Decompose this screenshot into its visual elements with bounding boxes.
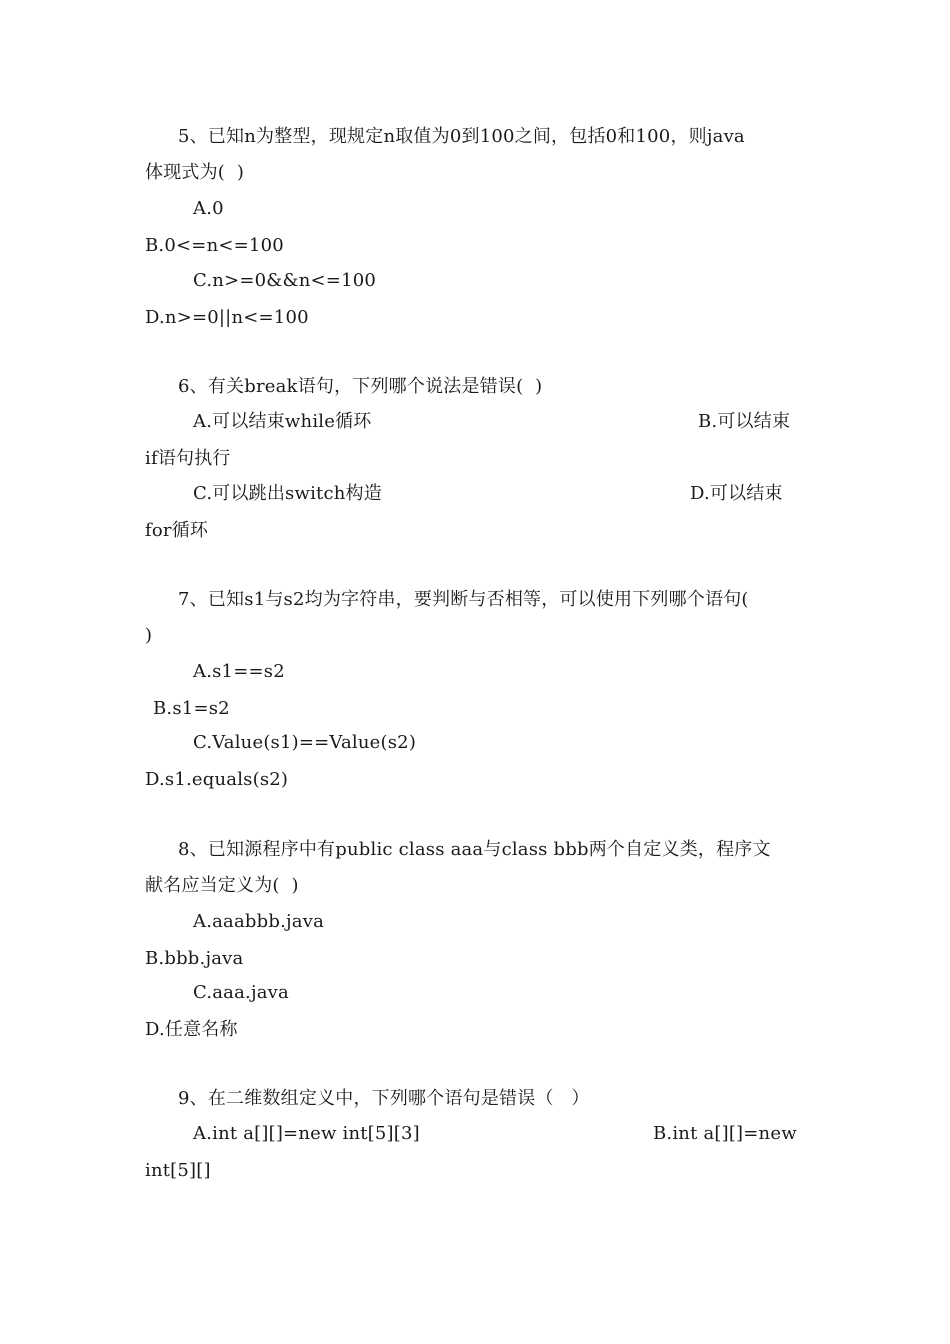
question-8-option-b: B.bbb.java bbox=[145, 948, 244, 969]
question-5-option-c: C.n>=0&&n<=100 bbox=[193, 270, 377, 291]
question-8-option-a: A.aaabbb.java bbox=[193, 911, 325, 932]
question-8-option-d: D.任意名称 bbox=[145, 1019, 238, 1040]
question-7-stem-cont: ) bbox=[145, 625, 153, 646]
question-7-stem: 7、已知s1与s2均为字符串，要判断与否相等，可以使用下列哪个语句( bbox=[178, 589, 749, 610]
question-9-option-a: A.int a[][]=new int[5][3] bbox=[193, 1123, 420, 1144]
question-5-option-b: B.0<=n<=100 bbox=[145, 235, 284, 256]
question-7-option-d: D.s1.equals(s2) bbox=[145, 769, 289, 790]
question-6-option-a: A.可以结束while循环 bbox=[193, 411, 372, 432]
question-5-stem-cont: 体现式为( ) bbox=[145, 162, 245, 183]
question-9-option-b: B.int a[][]=new bbox=[653, 1123, 797, 1144]
question-9-stem: 9、在二维数组定义中，下列哪个语句是错误（ ） bbox=[178, 1088, 590, 1109]
question-5-option-a: A.0 bbox=[193, 198, 224, 219]
question-6-option-d-cont: for循环 bbox=[145, 520, 209, 541]
question-5-option-d: D.n>=0||n<=100 bbox=[145, 307, 309, 328]
question-6-option-b-cont: if语句执行 bbox=[145, 448, 231, 469]
question-6-option-d: D.可以结束 bbox=[690, 483, 783, 504]
question-7-option-a: A.s1==s2 bbox=[193, 661, 285, 682]
question-8-stem-cont: 献名应当定义为( ) bbox=[145, 875, 299, 896]
question-8-stem: 8、已知源程序中有public class aaa与class bbb两个自定义类，程序文 bbox=[178, 839, 771, 860]
question-7-option-b: B.s1=s2 bbox=[153, 698, 230, 719]
question-6-stem: 6、有关break语句，下列哪个说法是错误( ) bbox=[178, 376, 543, 397]
question-6-option-c: C.可以跳出switch构造 bbox=[193, 483, 382, 504]
question-6-option-b: B.可以结束 bbox=[698, 411, 791, 432]
question-9-option-b-cont: int[5][] bbox=[145, 1160, 211, 1181]
question-5-stem: 5、已知n为整型，现规定n取值为0到100之间，包括0和100，则java bbox=[178, 126, 745, 147]
question-8-option-c: C.aaa.java bbox=[193, 982, 289, 1003]
question-7-option-c: C.Value(s1)==Value(s2) bbox=[193, 732, 417, 753]
